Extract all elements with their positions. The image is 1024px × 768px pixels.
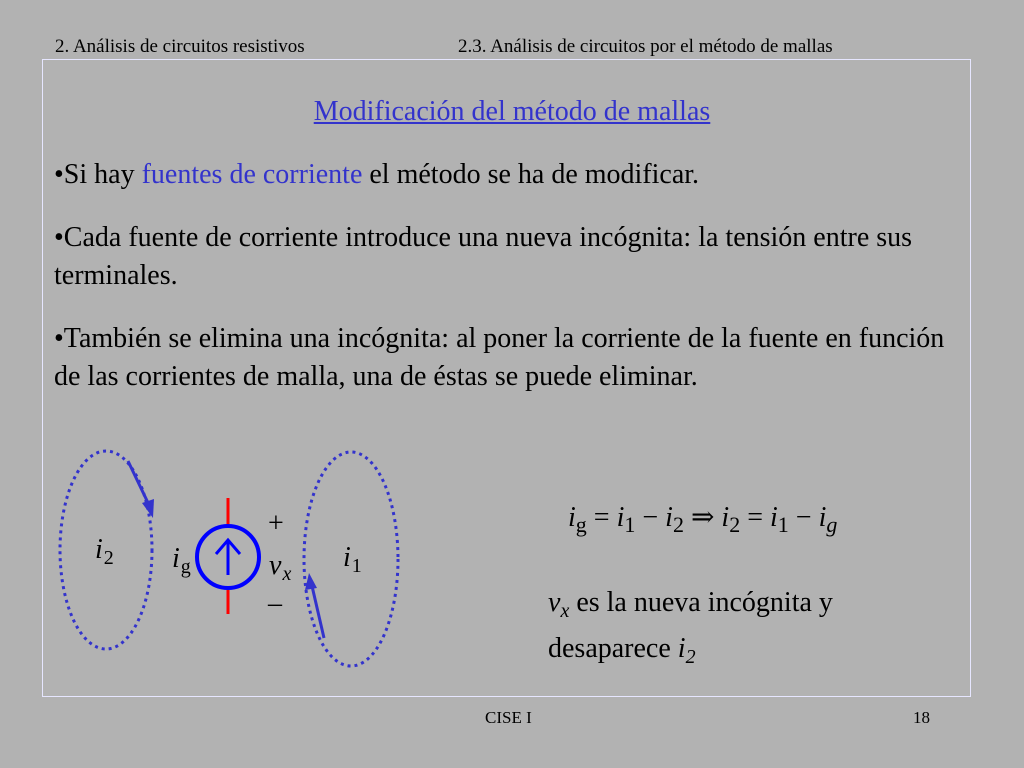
source-label: $i_g$: [172, 543, 191, 578]
mesh-right-arrow-head: [305, 573, 317, 590]
footer-course: CISE I: [485, 708, 532, 727]
voltage-label: $v_x$: [269, 550, 292, 585]
conclusion-line-1: $v_x$ es la nueva incógnita y: [548, 587, 833, 622]
header-subsection: 2.3. Análisis de circuitos por el método de mallas: [458, 36, 833, 57]
mesh-right-arrow-shaft: [312, 586, 324, 638]
slide-title: Modificación del método de mallas: [313, 96, 711, 127]
bullet-1-highlight: fuentes de corriente: [141, 159, 363, 190]
voltage-plus: +: [268, 508, 284, 539]
conclusion-note: [548, 584, 833, 676]
mesh-left-label: $i_2$: [95, 534, 114, 569]
mesh-equation: $i_g = i_1 - i_2$ ⇒ $i_2 = i_1 - i_g$: [568, 502, 838, 537]
footer-page-number: 18: [913, 708, 930, 727]
header-section: 2. Análisis de circuitos resistivos: [55, 36, 305, 57]
mesh-right-label: $i_1$: [343, 542, 362, 577]
bullet-1-pre: •Si hay: [54, 159, 142, 190]
bullet-2: •Cada fuente de corriente introduce una nueva incógnita: la tensión entre sus terminales.: [54, 222, 913, 291]
voltage-minus: –: [268, 588, 282, 619]
conclusion-line-2: desaparece $i_2$: [548, 633, 696, 668]
mesh-left-arrow-shaft: [128, 461, 150, 507]
bullet-3: •También se elimina una incógnita: al poner la corriente de la fuente en función de las corrientes de malla, una de éstas se puede eliminar.: [54, 323, 945, 392]
bullet-1-post: el método se ha de modificar.: [362, 159, 700, 190]
